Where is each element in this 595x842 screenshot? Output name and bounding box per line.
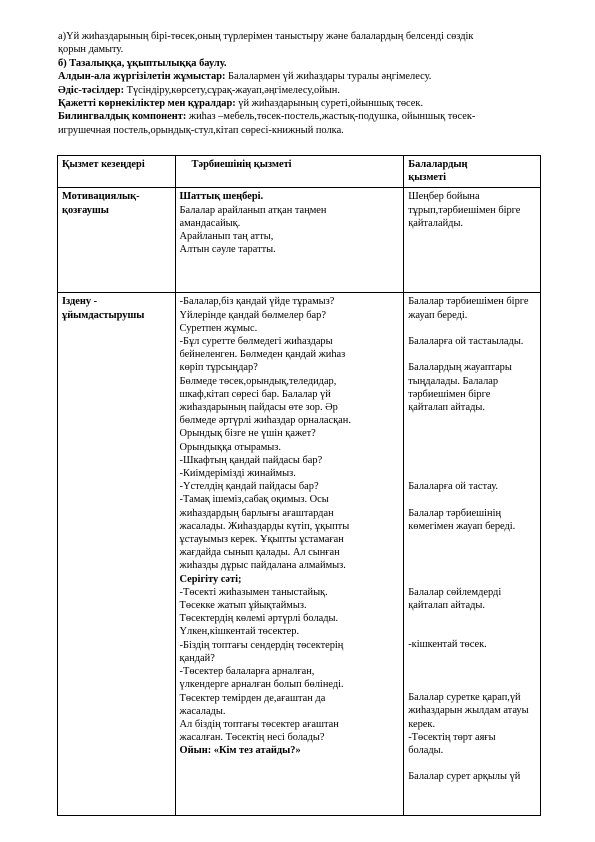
spacer [408, 533, 536, 546]
children-line: қайталайды. [408, 217, 464, 229]
teacher-line: -Шкафтың қандай пайдасы бар? [179, 454, 323, 466]
teacher-line: Үйлерінде қандай бөлмелер бар? [179, 309, 326, 321]
teacher-line: -Үстелдің қандай пайдасы бар? [179, 481, 319, 493]
methods-label: Әдіс-тәсілдер: [58, 84, 125, 96]
teacher-line: бейнеленген. Бөлмеден қандай жиһаз [179, 349, 346, 361]
stage-line: Мотивациялық- [62, 191, 140, 203]
header-teacher-text: Тәрбиешінің қызметі [191, 159, 292, 170]
table-row [58, 188, 541, 293]
teacher-line: -Киімдерімізді жинаймыз. [179, 468, 296, 480]
lesson-plan-table [57, 155, 541, 816]
spacer [408, 625, 536, 638]
teacher-line: бөлмеде әртүрлі жиһаздар орналасқан. [179, 415, 351, 427]
children-line: қайталап айтады. [408, 599, 485, 611]
spacer [408, 467, 536, 480]
goal-a-line: қорын дамыту. [58, 44, 124, 56]
teacher-line: жиһазды дұрыс пайдалана алмаймыз. [179, 560, 346, 572]
spacer [408, 441, 536, 454]
children-line: тыңдалады. Балалар [408, 375, 499, 387]
children-line: Балаларға ой тастау. [408, 481, 498, 493]
teacher-line: -Бұл суретте бөлмедегі жиһаздары [179, 336, 333, 348]
children-line: керек. [408, 718, 436, 730]
children-line: Балалар тәрбиешімен бірге [408, 296, 529, 308]
materials [58, 97, 548, 110]
teacher-line: шкаф,кітап сөресі бар. Балалар үй [179, 388, 331, 400]
bilingual-text: игрушечная постель,орындық-стул,кітап сөресі-книжный полка. [58, 124, 344, 136]
methods-text: Түсіндіру,көрсету,сұрақ-жауап,әңгімелесу,ойын. [124, 84, 340, 96]
children-cell [404, 188, 541, 293]
teacher-line: Орындыққа отырамыз. [179, 441, 281, 453]
methods [58, 84, 548, 97]
teacher-line: Төсектер темірден де,ағаштан да [179, 692, 326, 704]
children-cell [404, 293, 541, 816]
stage-cell [58, 293, 176, 816]
children-line: Балалардың жауаптары [408, 362, 512, 374]
teacher-line: жасалады. [179, 705, 226, 717]
children-line: Балалар тәрбиешінің [408, 507, 502, 519]
teacher-line: жиһаздарының пайдасы өте зор. Әр [179, 402, 338, 414]
prior-work [58, 70, 548, 83]
bilingual-label: Билингвалдық компонент: [58, 111, 187, 123]
children-line: Балалар суретке қарап,үй [408, 692, 521, 704]
teacher-line: Бөлмеде төсек,орындық,теледидар, [179, 375, 337, 387]
goal-a [58, 30, 548, 57]
header-stages: Қызмет кезеңдері [58, 156, 176, 188]
teacher-line: Орындық бізге не үшін қажет? [179, 428, 316, 440]
stage-line: қозғаушы [62, 204, 109, 216]
teacher-line: -Тамақ ішеміз,сабақ оқимыз. Осы [179, 494, 329, 506]
connect-title: Серігіту сәті; [179, 573, 242, 585]
children-line: қайталап айтады. [408, 402, 485, 413]
bilingual-text: жиһаз –мебель,төсек-постель,жастық-подушка, ойыншық төсек- [186, 111, 476, 123]
table-header-row [58, 156, 541, 188]
bilingual [58, 110, 548, 137]
teacher-line: жағдайда сынып қалады. Ал сынған [179, 547, 340, 559]
children-line: тұрып,тәрбиешімен бірге [408, 204, 521, 216]
children-line: жиһаздарын жылдам атауы [408, 705, 529, 717]
teacher-cell [175, 188, 404, 293]
teacher-line: -Төсекті жиһазымен таныстайық. [179, 586, 328, 598]
teacher-line: жиһаздардың барлығы ағаштардан [179, 507, 334, 519]
children-line: болады. [408, 745, 444, 757]
spacer [408, 559, 536, 572]
teacher-line: жасалады. Жиһаздарды күтіп, ұқыпты [179, 520, 350, 532]
header-children [404, 156, 541, 188]
header-teacher [175, 156, 404, 188]
spacer [408, 757, 536, 770]
stage-cell [58, 188, 176, 293]
spacer [408, 493, 536, 506]
teacher-line: Арайланып таң атты, [179, 231, 274, 243]
spacer [408, 612, 536, 625]
spacer [408, 454, 536, 467]
prior-work-text: Балалармен үй жиһаздары туралы әңгімелесу. [225, 71, 432, 83]
teacher-line: Суретпен жұмыс. [179, 322, 258, 334]
header-children-line: Балалардың [408, 159, 468, 170]
materials-text: үй жиһаздарының суреті,ойыншық төсек. [235, 98, 424, 110]
spacer [408, 546, 536, 559]
teacher-line: ұстауымыз керек. Ұқыпты ұстамаған [179, 534, 344, 546]
spacer [408, 652, 536, 665]
teacher-line: Төсекке жатып ұйықтаймыз. [179, 600, 307, 612]
stage-line: Іздену - [62, 296, 98, 308]
children-line: көмегімен жауап береді. [408, 520, 516, 532]
children-line: -кішкентай төсек. [408, 639, 487, 651]
teacher-line: -Біздің топтағы сендердің төсектерің [179, 639, 344, 651]
goal-b [58, 57, 548, 70]
teacher-cell [175, 293, 404, 816]
children-line: Шеңбер бойына [408, 191, 480, 203]
materials-label: Қажетті көрнекіліктер мен құралдар: [58, 98, 236, 110]
teacher-line: үлкендерге арналған болып бөлінеді. [179, 679, 344, 691]
teacher-line: Үлкен,кішкентай төсектер. [179, 626, 300, 638]
teacher-line: көріп тұрсыңдар? [179, 362, 258, 374]
stage-line: ұйымдастырушы [62, 309, 145, 321]
teacher-line: жасалған. Төсектің несі болады? [179, 732, 325, 744]
children-line: тәрбиешімен бірге [408, 388, 491, 400]
teacher-line: қандай? [179, 652, 215, 664]
spacer [408, 665, 536, 678]
teacher-line: амандасайық. [179, 217, 241, 229]
lesson-intro [58, 30, 548, 137]
goal-b-text: б) Тазалыққа, ұқыптылыққа баулу. [58, 57, 227, 69]
teacher-line: -Балалар,біз қандай үйде тұрамыз? [179, 296, 335, 308]
goal-a-line: а)Үй жиһаздарының бірі-төсек,оның түрлерімен таныстыру және балалардың белсенді сөздік [58, 31, 474, 42]
game-title: Ойын: «Кім тез атайды?» [179, 745, 301, 757]
prior-work-label: Алдын-ала жүргізілетін жұмыстар: [58, 71, 226, 83]
teacher-line: Алтын сәуле таратты. [179, 244, 276, 256]
teacher-line: Балалар арайланып атқан таңмен [179, 204, 327, 216]
spacer [408, 573, 536, 586]
children-line: Балалар сөйлемдерді [408, 586, 502, 598]
teacher-line: -Төсектер балаларға арналған, [179, 666, 315, 678]
spacer [408, 414, 536, 427]
circle-title: Шаттық шеңбері. [179, 191, 264, 203]
children-line: Балаларға ой тастаылады. [408, 336, 524, 347]
spacer [408, 322, 536, 335]
header-children-line: қызметі [408, 172, 447, 184]
table-row [58, 293, 541, 816]
spacer [408, 678, 536, 691]
spacer [408, 427, 536, 440]
teacher-line: Төсектердің көлемі әртүрлі болады. [179, 613, 339, 625]
spacer [408, 348, 536, 361]
children-line: жауап береді. [408, 309, 468, 321]
children-line: -Төсектің төрт аяғы [408, 731, 496, 743]
children-line: Балалар сурет арқылы үй [408, 771, 521, 783]
teacher-line: Ал біздің топтағы төсектер ағаштан [179, 718, 339, 730]
